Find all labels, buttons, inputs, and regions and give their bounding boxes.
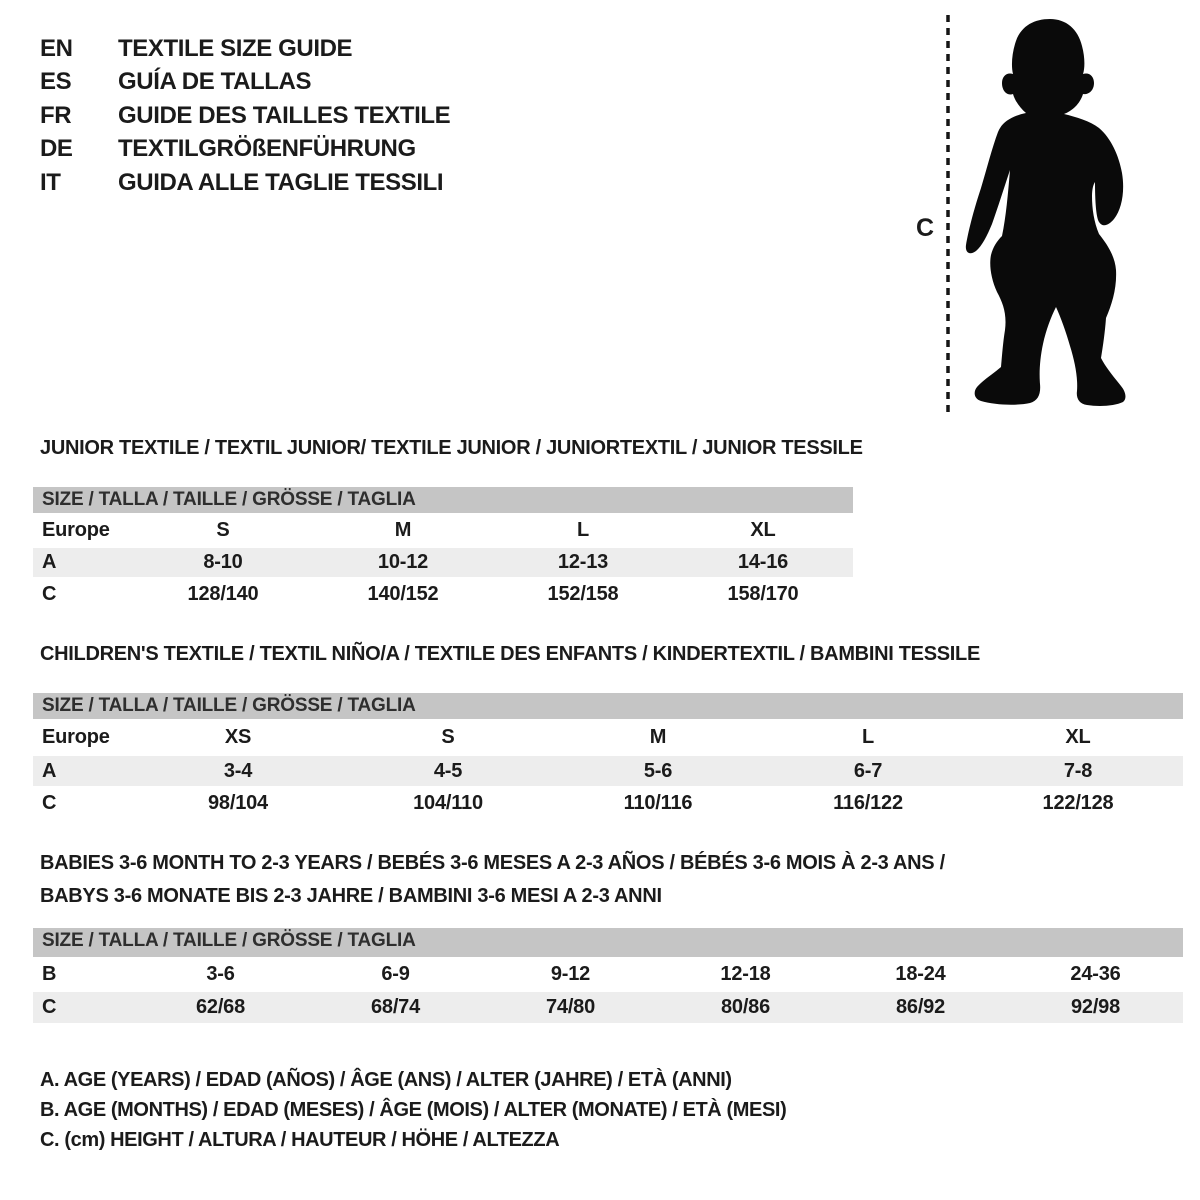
height-measure-label: C xyxy=(916,214,935,242)
age-cell: 24-36 xyxy=(1070,963,1121,985)
row-label: A xyxy=(42,759,57,782)
age-cell: 6-7 xyxy=(853,759,883,782)
children-size-table xyxy=(33,693,1183,821)
toddler-silhouette-icon xyxy=(962,16,1132,408)
height-cell: 62/68 xyxy=(195,996,246,1018)
language-title-list xyxy=(40,32,450,200)
age-cell: 9-12 xyxy=(550,963,591,985)
footnote-age-years: A. AGE (YEARS) / EDAD (AÑOS) / ÂGE (ANS) / ALTER (JAHRE) / ETÀ (ANNI) xyxy=(40,1068,732,1091)
size-cell: L xyxy=(576,519,590,541)
junior-row-europe xyxy=(33,513,853,548)
language-code: IT xyxy=(40,168,61,196)
babies-table-header: SIZE / TALLA / TAILLE / GRÖSSE / TAGLIA xyxy=(33,928,1183,957)
junior-table-header: SIZE / TALLA / TAILLE / GRÖSSE / TAGLIA xyxy=(33,487,853,513)
age-cell: 8-10 xyxy=(203,551,243,573)
language-label: TEXTILE SIZE GUIDE xyxy=(118,34,353,62)
babies-row-height-cm xyxy=(33,992,1183,1023)
height-cell: 98/104 xyxy=(208,792,268,814)
footnote-age-months: B. AGE (MONTHS) / EDAD (MESES) / ÂGE (MOIS) / ALTER (MONATE) / ETÀ (MESI) xyxy=(40,1098,787,1121)
language-label: GUIDA ALLE TAGLIE TESSILI xyxy=(118,168,444,196)
language-label: GUÍA DE TALLAS xyxy=(118,68,312,96)
height-cell: 86/92 xyxy=(895,996,946,1018)
size-cell: XL xyxy=(750,519,776,541)
row-label: Europe xyxy=(42,726,110,748)
babies-size-table xyxy=(33,928,1183,1023)
children-row-age-years xyxy=(33,756,1183,786)
junior-size-table xyxy=(33,487,853,612)
row-label: C xyxy=(42,996,57,1018)
junior-row-height-cm xyxy=(33,577,853,612)
toddler-silhouette-shape xyxy=(966,19,1126,406)
size-cell: XL xyxy=(1065,726,1091,748)
footnote-height-cm: C. (cm) HEIGHT / ALTURA / HAUTEUR / HÖHE / ALTEZZA xyxy=(40,1128,560,1151)
row-label: C xyxy=(42,583,57,605)
age-cell: 14-16 xyxy=(737,551,789,573)
size-cell: M xyxy=(649,726,667,748)
age-cell: 4-5 xyxy=(433,759,463,782)
height-cell: 158/170 xyxy=(727,583,799,605)
row-label: Europe xyxy=(42,519,110,541)
size-cell: S xyxy=(216,519,230,541)
height-cell: 152/158 xyxy=(547,583,619,605)
language-code: ES xyxy=(40,68,72,96)
language-label: GUIDE DES TAILLES TEXTILE xyxy=(118,101,451,129)
footnote-legend xyxy=(40,1065,786,1155)
height-cell: 110/116 xyxy=(623,792,693,814)
children-section-title: CHILDREN'S TEXTILE / TEXTIL NIÑO/A / TEXTILE DES ENFANTS / KINDERTEXTIL / BAMBINI TESSILE xyxy=(40,643,980,665)
language-row-en xyxy=(40,32,450,66)
children-row-height-cm xyxy=(33,786,1183,821)
size-cell: XS xyxy=(224,726,252,748)
height-cell: 128/140 xyxy=(187,583,259,605)
height-cell: 80/86 xyxy=(720,996,771,1018)
babies-section-title xyxy=(40,847,945,913)
row-label: B xyxy=(42,963,57,985)
age-cell: 5-6 xyxy=(643,759,673,782)
height-cell: 104/110 xyxy=(413,792,483,814)
language-row-de xyxy=(40,133,450,167)
size-cell: L xyxy=(861,726,875,748)
row-label: C xyxy=(42,792,57,814)
language-code: DE xyxy=(40,135,73,163)
age-cell: 7-8 xyxy=(1063,759,1093,782)
height-cell: 68/74 xyxy=(370,996,421,1018)
babies-title-line1: BABIES 3-6 MONTH TO 2-3 YEARS / BEBÉS 3-6 MESES A 2-3 AÑOS / BÉBÉS 3-6 MOIS À 2-3 ANS / xyxy=(40,852,945,874)
age-cell: 3-6 xyxy=(206,963,235,985)
size-cell: M xyxy=(394,519,412,541)
language-code: FR xyxy=(40,101,72,129)
language-code: EN xyxy=(40,34,73,62)
row-label: A xyxy=(42,551,57,573)
height-measure-dashed-line xyxy=(944,13,952,417)
junior-section-title: JUNIOR TEXTILE / TEXTIL JUNIOR/ TEXTILE JUNIOR / JUNIORTEXTIL / JUNIOR TESSILE xyxy=(40,437,863,459)
age-cell: 12-18 xyxy=(720,963,771,985)
language-label: TEXTILGRÖßENFÜHRUNG xyxy=(118,135,416,163)
language-row-fr xyxy=(40,99,450,133)
age-cell: 10-12 xyxy=(377,551,429,573)
age-cell: 3-4 xyxy=(223,759,253,782)
height-cell: 140/152 xyxy=(367,583,439,605)
height-cell: 92/98 xyxy=(1070,996,1121,1018)
language-row-es xyxy=(40,66,450,100)
age-cell: 18-24 xyxy=(895,963,946,985)
language-row-it xyxy=(40,166,450,200)
babies-title-line2: BABYS 3-6 MONATE BIS 2-3 JAHRE / BAMBINI 3-6 MESI A 2-3 ANNI xyxy=(40,885,662,907)
height-cell: 116/122 xyxy=(833,792,903,814)
age-cell: 6-9 xyxy=(381,963,410,985)
children-table-header: SIZE / TALLA / TAILLE / GRÖSSE / TAGLIA xyxy=(33,693,1183,719)
children-row-europe xyxy=(33,719,1183,756)
babies-row-age-months xyxy=(33,957,1183,992)
junior-row-age-years xyxy=(33,548,853,577)
height-cell: 74/80 xyxy=(545,996,596,1018)
size-cell: S xyxy=(441,726,455,748)
age-cell: 12-13 xyxy=(557,551,609,573)
height-cell: 122/128 xyxy=(1042,792,1114,814)
